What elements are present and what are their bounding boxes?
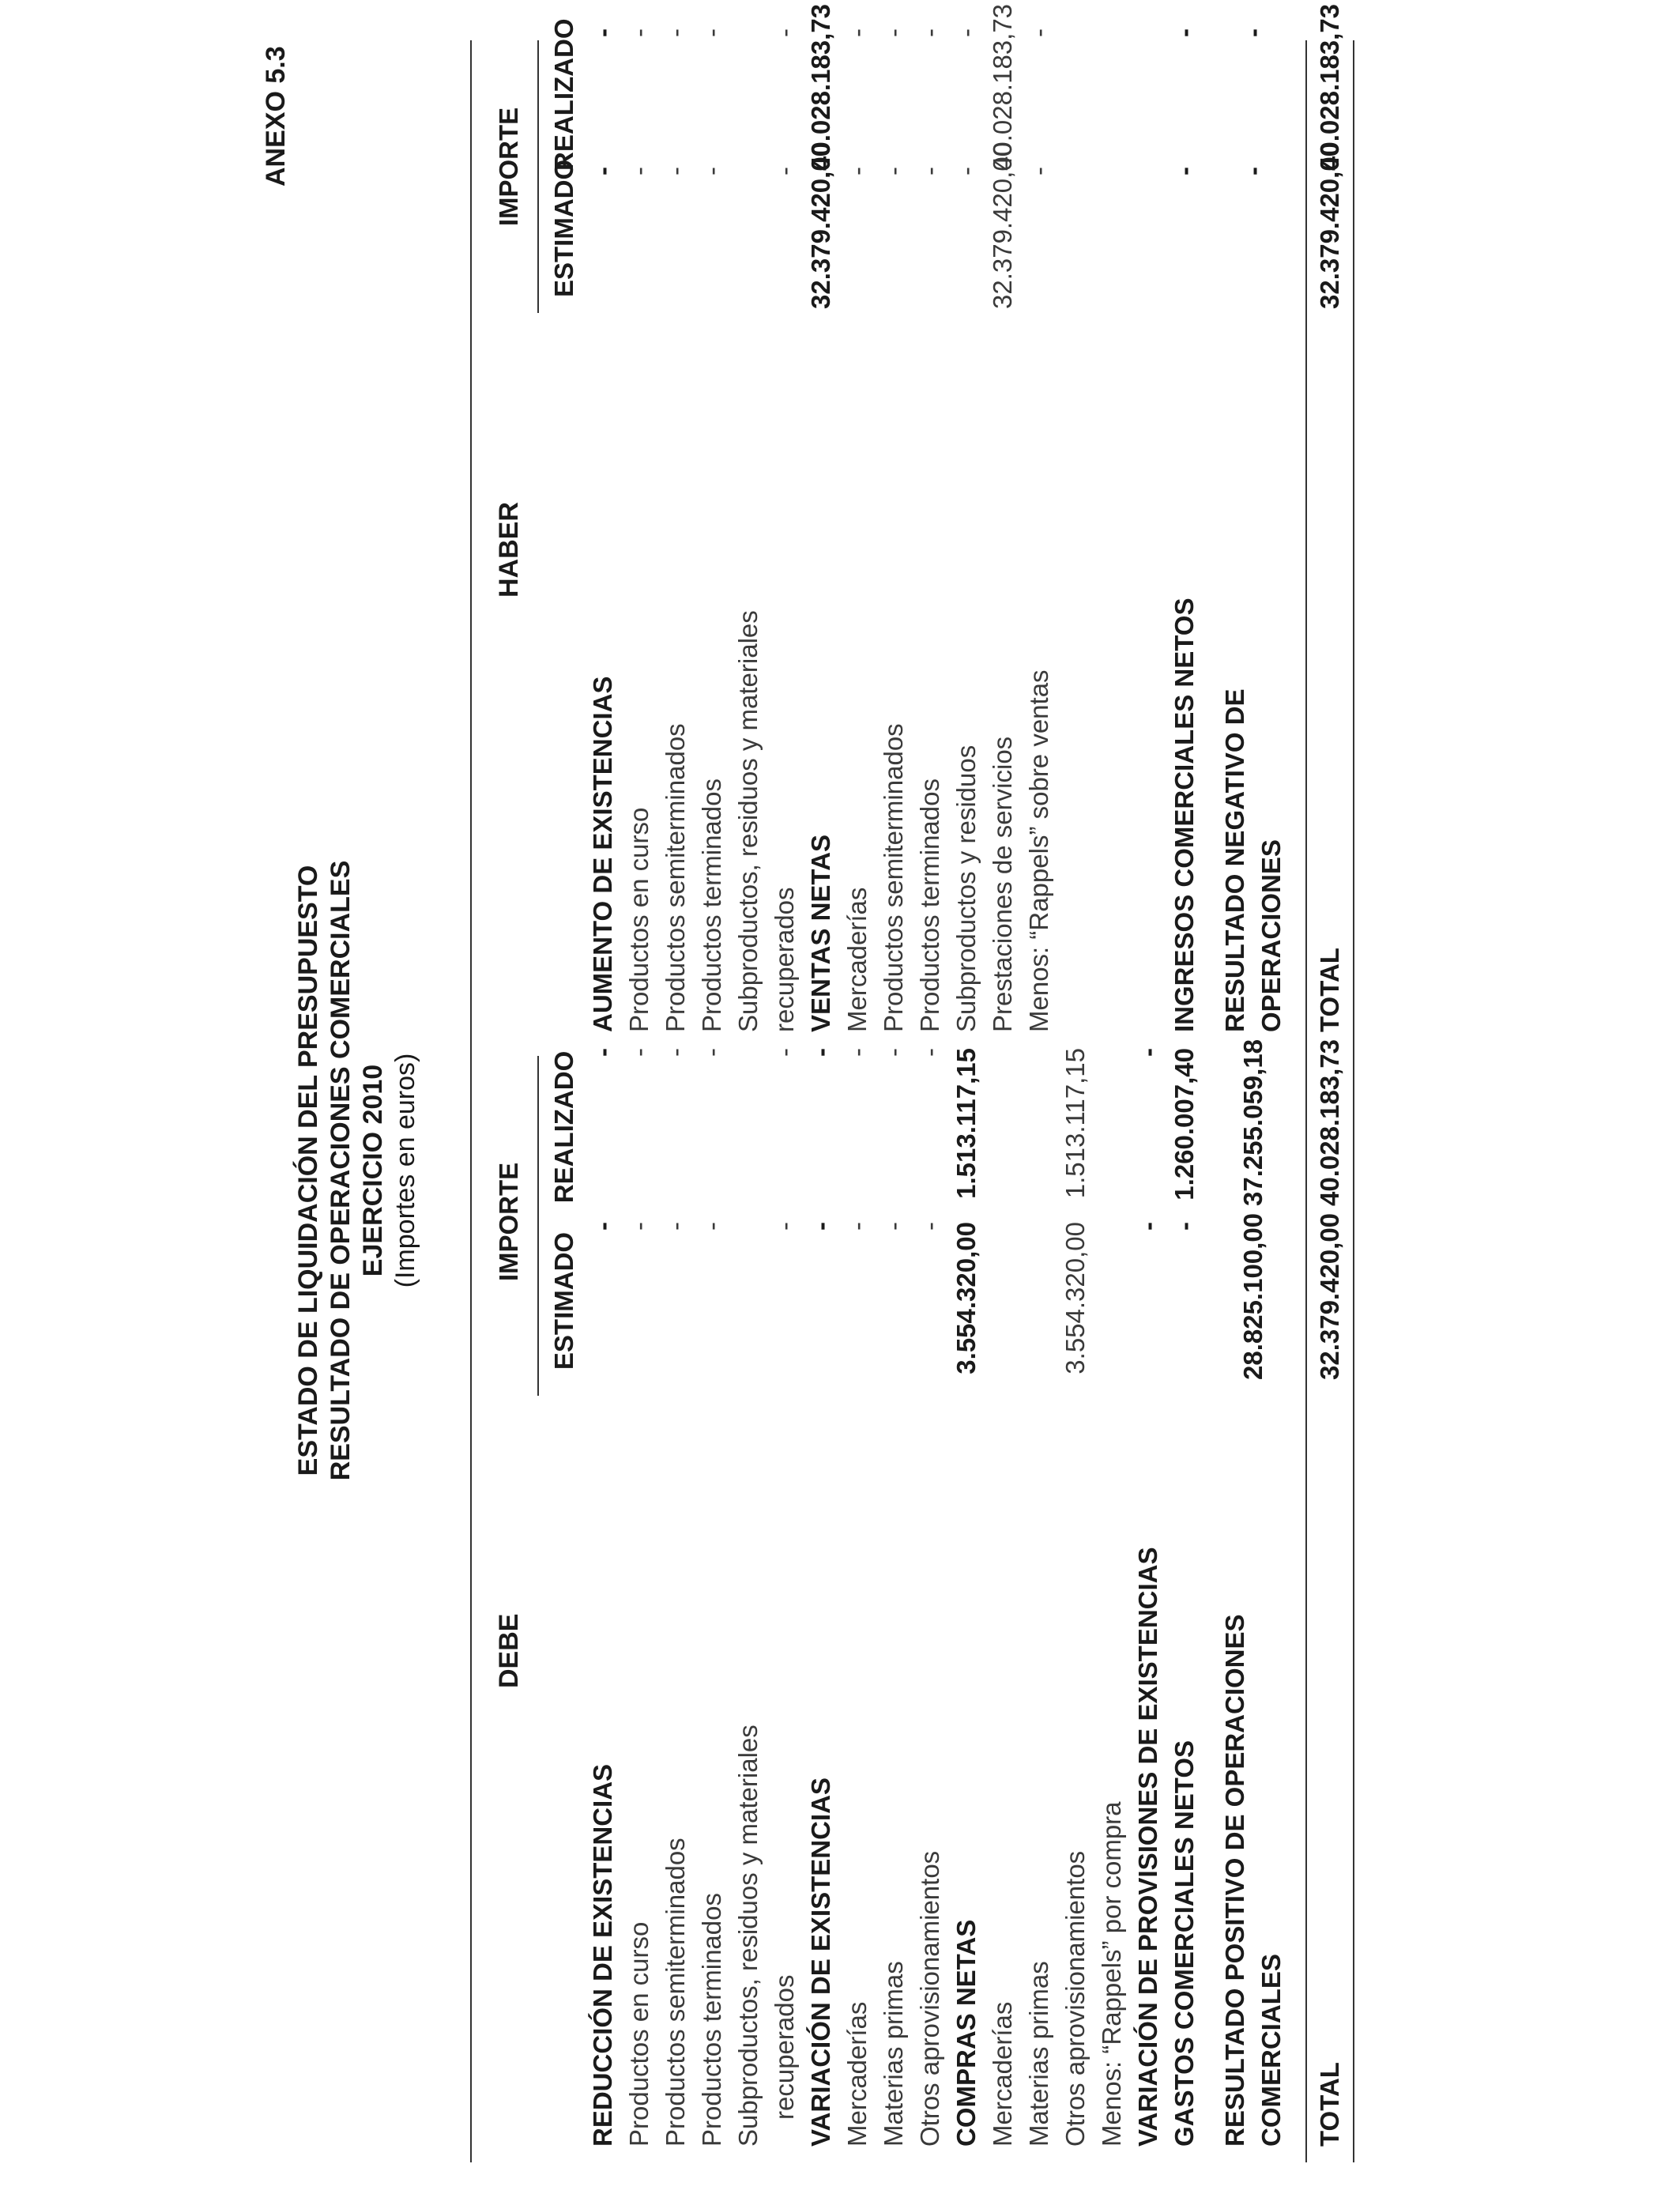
row-label [730,1725,803,2147]
row-label: COMPRAS NETAS [951,1919,981,2147]
row-label: Menos: “Rappels” sobre ventas [1024,669,1053,1032]
row-label: Productos terminados [697,778,726,1032]
row-label: Productos semiterminados [879,723,908,1032]
row-realizado: - [806,1048,835,1057]
row-realizado: - [1238,28,1268,37]
row-label: Otros aprovisionamientos [915,1850,944,2147]
row-estimado: - [1170,1222,1199,1231]
title-line-2: RESULTADO DE OPERACIONES COMERCIALES [326,860,356,1481]
row-estimado: - [842,1222,872,1231]
row-label: VARIACIÓN DE PROVISIONES DE EXISTENCIAS [1133,1547,1162,2147]
row-estimado: - [879,1222,908,1231]
row-realizado: - [842,1048,872,1057]
row-estimado: - [915,167,944,175]
row-realizado: - [951,28,981,37]
row-realizado: - [842,28,872,37]
row-estimado: 28.825.100,00 [1238,1212,1268,1380]
row-realizado: - [624,28,654,37]
row-estimado: - [1133,1222,1162,1231]
row-label: Mercaderías [842,887,872,1032]
row-label: Productos terminados [915,778,944,1032]
row-realizado: - [1133,1048,1162,1057]
table-top-rule [470,40,472,2162]
row-label: Productos semiterminados [661,1838,690,2147]
title-line-4: (Importes en euros) [390,1053,420,1288]
row-estimado: 32.379.420,00 [806,141,835,309]
row-realizado: - [915,1048,944,1057]
debe-estimado-header: ESTIMADO [549,1231,578,1370]
row-label: Mercaderías [842,2001,872,2147]
row-estimado: 32.379.420,00 [1315,1212,1344,1380]
haber-importe-rule [537,40,539,313]
row-realizado: - [588,1048,617,1057]
row-label: Productos en curso [624,1921,654,2147]
haber-importe-header: IMPORTE [494,107,523,227]
row-estimado: 32.379.420,00 [1315,141,1344,309]
row-realizado: - [879,1048,908,1057]
row-label: Productos en curso [624,807,654,1032]
row-estimado: - [624,167,654,175]
row-estimado: 3.554.320,00 [951,1222,981,1374]
row-estimado: - [661,167,690,175]
row-estimado: - [624,1222,654,1231]
haber-total-row [1312,3,1348,1032]
haber-realizado-header: REALIZADO [549,18,578,171]
row-realizado: - [770,28,799,37]
row-estimado: - [951,167,981,175]
title-line-1: ESTADO DE LIQUIDACIÓN DEL PRESUPUESTO [293,865,323,1476]
row-label-line-2: recuperados [770,887,799,1032]
row-realizado: - [915,28,944,37]
row-realizado: - [697,1048,726,1057]
row-estimado: - [915,1222,944,1231]
row-estimado: - [770,167,799,175]
row-estimado: - [806,1222,835,1231]
debe-importe-rule [537,1056,539,1396]
row-label [730,610,803,1032]
row-estimado: - [1024,167,1053,175]
row-label: AUMENTO DE EXISTENCIAS [588,676,617,1032]
haber-header: HABER [494,502,524,598]
row-realizado: - [697,28,726,37]
row-realizado: 1.260.007,40 [1170,1048,1199,1201]
row-realizado: - [1170,28,1199,37]
row-estimado: - [879,167,908,175]
title-line-3: EJERCICIO 2010 [358,1064,388,1277]
row-label: Otros aprovisionamientos [1060,1850,1090,2147]
debe-importe-header: IMPORTE [494,1162,523,1282]
row-realizado: 40.028.183,73 [806,3,835,171]
row-label: VENTAS NETAS [806,835,835,1032]
row-label: Productos terminados [697,1893,726,2147]
row-realizado: 40.028.183,73 [988,3,1017,171]
row-estimado: - [661,1222,690,1231]
row-estimado: - [588,167,617,175]
row-label-line-1: RESULTADO NEGATIVO DE [1220,688,1249,1032]
row-label: VARIACIÓN DE EXISTENCIAS [806,1777,835,2147]
row-estimado: - [842,167,872,175]
row-label-line-1: Subproductos, residuos y materiales [733,610,763,1032]
row-estimado: - [1238,167,1268,175]
row-realizado: 37.255.059,18 [1238,1039,1268,1206]
row-estimado: - [588,1222,617,1231]
row-label-line-1: Subproductos, residuos y materiales [733,1725,763,2147]
haber-estimado-header: ESTIMADO [549,159,578,297]
row-realizado: 40.028.183,73 [1315,3,1344,171]
row-realizado: - [624,1048,654,1057]
row-label: Productos semiterminados [661,723,690,1032]
row-label: INGRESOS COMERCIALES NETOS [1170,598,1199,1032]
row-realizado: - [661,28,690,37]
row-label: REDUCCIÓN DE EXISTENCIAS [588,1763,617,2147]
row-label-line-2: COMERCIALES [1256,1954,1286,2147]
row-estimado: - [1170,167,1199,175]
debe-realizado-header: REALIZADO [549,1050,578,1204]
row-realizado: - [770,1048,799,1057]
row-label: Mercaderías [988,2001,1017,2147]
total-rule [1305,40,1307,2162]
row-label-line-1: RESULTADO POSITIVO DE OPERACIONES [1220,1614,1249,2147]
row-label: Materias primas [879,1961,908,2147]
row-realizado: 1.513.117,15 [1060,1048,1090,1199]
row-label: Menos: “Rappels” por compra [1097,1801,1126,2147]
row-realizado: - [661,1048,690,1057]
row-estimado: 32.379.420,00 [988,141,1017,309]
row-realizado: - [1024,28,1053,37]
row-estimado: - [697,167,726,175]
debe-total-row [1312,1040,1348,2147]
row-realizado: 40.028.183,73 [1315,1039,1344,1206]
row-label-line-2: recuperados [770,1974,799,2120]
row-realizado: - [879,28,908,37]
row-label: Prestaciones de servicios [988,736,1017,1032]
row-label: TOTAL [1315,2062,1344,2147]
annex-label: ANEXO 5.3 [261,46,291,187]
row-label [1217,1614,1290,2147]
row-realizado: 1.513.117,15 [951,1048,981,1199]
row-label: Materias primas [1024,1961,1053,2147]
row-label: Subproductos y residuos [951,745,981,1032]
row-label: TOTAL [1315,948,1344,1032]
row-realizado: - [588,28,617,37]
row-label: GASTOS COMERCIALES NETOS [1170,1740,1199,2147]
row-estimado: - [697,1222,726,1231]
row-label [1217,688,1290,1032]
row-estimado: 3.554.320,00 [1060,1222,1090,1374]
table-bottom-rule [1353,40,1354,2162]
debe-header: DEBE [494,1613,524,1688]
row-estimado: - [770,1222,799,1231]
row-label-line-2: OPERACIONES [1256,839,1286,1032]
